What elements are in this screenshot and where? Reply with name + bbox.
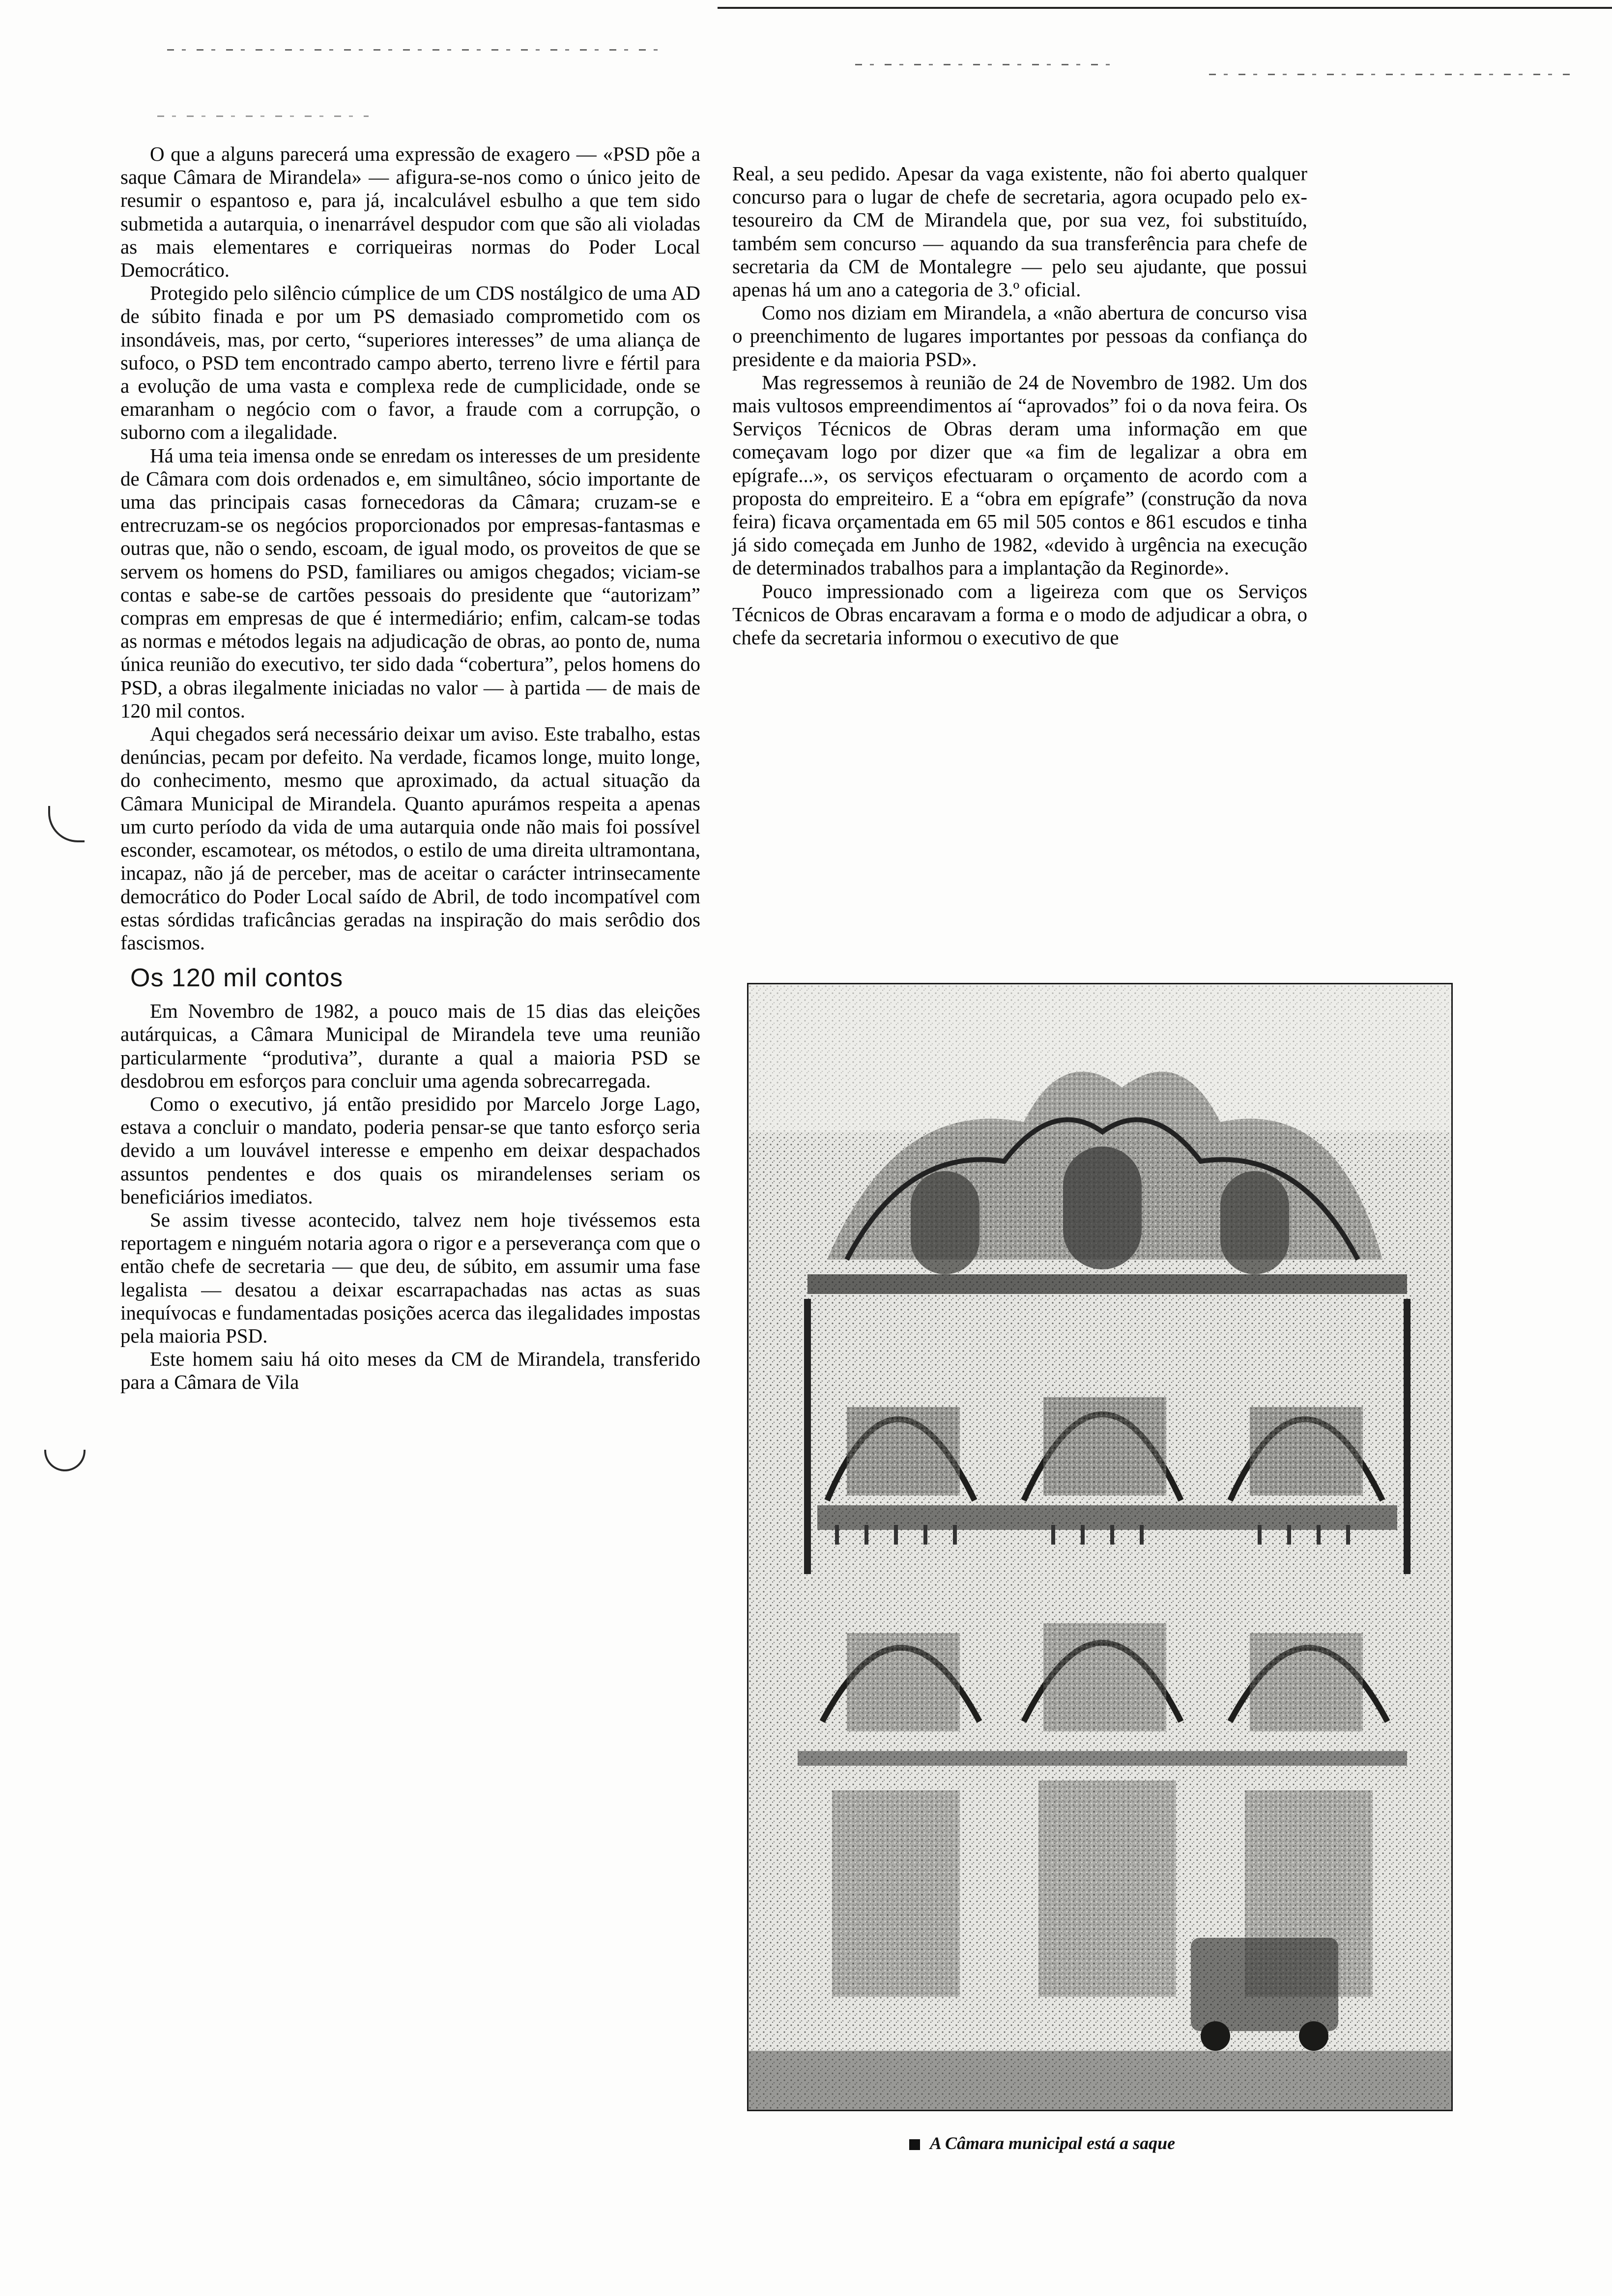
article-paragraph: Se assim tivesse acontecido, talvez nem hoje tivéssemos esta reportagem e ninguém notaria agora o rigor e a perseverança com que o então chefe de secretaria — que deu, de súbito, em assumir uma fase legalista — desatou a deixar escarrapachadas nas actas as suas inequívocas e fundamentadas posições acerca das ilegalidades impostas pela maioria PSD.: [120, 1208, 700, 1347]
top-rule: [718, 7, 1612, 9]
caption-bullet: [909, 2139, 920, 2150]
article-paragraph: Aqui chegados será necessário deixar um aviso. Este trabalho, estas denúncias, pecam por defeito. Na verdade, ficamos longe, muito longe, do conhecimento, mesmo que aproximado, da actual situação da Câmara Municipal de Mirandela. Quanto apurámos respeita a apenas um curto período da vida de uma autarquia onde não mais foi possível esconder, escamotear, os métodos, o estilo de uma direita ultramontana, incapaz, não já de perceber, mas de aceitar o carácter intrinsecamente democrático do Poder Local saído de Abril, de todo incompatível com estas sórdidas traficâncias geradas na inspiração do mais serôdio dos fascismos.: [120, 722, 700, 954]
section-heading: Os 120 mil contos: [130, 964, 344, 993]
article-paragraph: Em Novembro de 1982, a pouco mais de 15 dias das eleições autárquicas, a Câmara Municipal de Mirandela teve uma reunião particularmente “produtiva”, durante a qual a maioria PSD se desdobrou em esforços para concluir uma agenda sobrecarregada.: [120, 1000, 700, 1092]
header-speckle: [1209, 74, 1573, 75]
caption-text: A Câmara municipal está a saque: [930, 2133, 1176, 2153]
article-paragraph: Como nos diziam em Mirandela, a «não abertura de concurso visa o preenchimento de lugares importantes por pessoas da confiança do presidente e da maioria PSD».: [732, 301, 1307, 371]
article-paragraph: Mas regressemos à reunião de 24 de Novembro de 1982. Um dos mais vultosos empreendimentos aí “aprovados” foi o da nova feira. Os Serviços Técnicos de Obras deram uma informação em que começavam logo por dizer que «a fim de legalizar a obra em epígrafe...», os serviços efectuaram o orçamento de acordo com a proposta do empreiteiro. E a “obra em epígrafe” (construção da nova feira) ficava orçamentada em 65 mil 505 contos e 861 escudos e tinha já sido começada em Junho de 1982, «devido à urgência na execução de determinados trabalhos para a implantação da Reginorde».: [732, 371, 1307, 579]
left-column: [120, 143, 700, 1394]
article-paragraph: Pouco impressionado com a ligeireza com que os Serviços Técnicos de Obras encaravam a forma e o modo de adjudicar a obra, o chefe da secretaria informou o executivo de que: [732, 579, 1307, 649]
article-paragraph: Como o executivo, já então presidido por Marcelo Jorge Lago, estava a concluir o mandato, poderia pensar-se que tanto esforço seria devido a um louvável interesse e empenho em deixar despachados assuntos pendentes e dos quais os mirandelenses seriam os beneficiários imediatos.: [120, 1092, 700, 1208]
margin-mark: [48, 806, 85, 842]
article-paragraph: Protegido pelo silêncio cúmplice de um CDS nostálgico de uma AD de súbito finada e por um PS demasiado comprometido com os insondáveis, mas, por certo, “superiores interesses” de uma aliança de sufoco, o PSD tem encontrado campo aberto, terreno livre e fértil para a evolução de uma vasta e complexa rede de cumplicidade, onde se emaranham o negócio com o favor, a fraude com a corrupção, o suborno com a ilegalidade.: [120, 282, 700, 444]
header-speckle: [167, 49, 659, 51]
right-column: [732, 162, 1307, 649]
photo-caption: [909, 2133, 1175, 2153]
margin-mark: [44, 1450, 86, 1471]
article-paragraph: Este homem saiu há oito meses da CM de Mirandela, transferido para a Câmara de Vila: [120, 1348, 700, 1394]
article-paragraph: O que a alguns parecerá uma expressão de exagero — «PSD põe a saque Câmara de Mirandela» — afigura-se-nos como o único jeito de resumir o espantoso e, para já, incalculável esbulho a que tem sido submetida a autarquia, o inenarrável despudor com que são ali violadas as mais elementares e corriqueiras normas do Poder Local Democrático.: [120, 143, 700, 282]
header-speckle: [157, 115, 369, 117]
town-hall-photo: [747, 983, 1453, 2111]
building-illustration: [748, 984, 1451, 2110]
article-paragraph: Real, a seu pedido. Apesar da vaga existente, não foi aberto qualquer concurso para o lugar de chefe de secretaria, agora ocupado pelo ex-tesoureiro da CM de Mirandela que, por sua vez, foi substituído, também sem concurso — aquando da sua transferência para chefe de secretaria da CM de Montalegre — pelo seu ajudante, que possui apenas há um ano a categoria de 3.º oficial.: [732, 162, 1307, 301]
article-paragraph: Há uma teia imensa onde se enredam os interesses de um presidente de Câmara com dois ordenados e, em simultâneo, sócio importante de uma das principais casas fornecedoras da Câmara; cruzam-se e entrecruzam-se os negócios proporcionados por empresas-fantasmas e outras que, não o sendo, escoam, de igual modo, os proveitos de que se servem os homens do PSD, familiares ou amigos chegados; viciam-se contas e sabe-se de cartões pessoais do presidente que “autorizam” compras em empresas de que é intermediário; enfim, calcam-se todas as normas e métodos legais na adjudicação de obras, ao ponto de, numa única reunião do executivo, ter sido dada “cobertura”, pelos homens do PSD, a obras ilegalmente iniciadas no valor — à partida — de mais de 120 mil contos.: [120, 444, 700, 722]
header-speckle: [855, 64, 1111, 65]
